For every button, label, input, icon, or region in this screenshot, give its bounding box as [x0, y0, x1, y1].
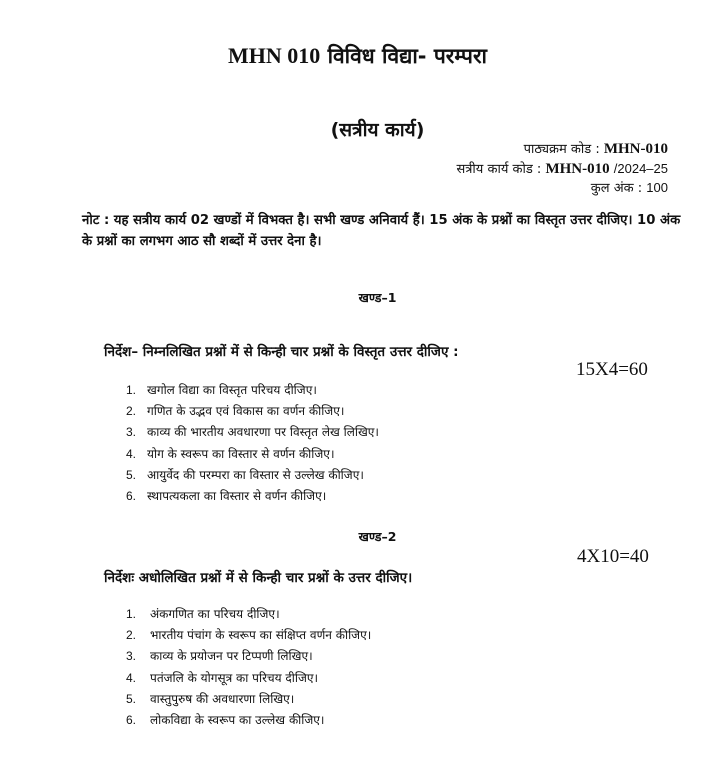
question-text: अंकगणित का परिचय दीजिए। — [150, 607, 280, 621]
question-text: लोकविद्या के स्वरूप का उल्लेख कीजिए। — [150, 712, 325, 727]
question-text: पतंजलि के योगसूत्र का परिचय दीजिए। — [150, 670, 319, 685]
question-text: खगोल विद्या का विस्तृत परिचय दीजिए। — [147, 383, 317, 397]
question-number: 2. — [126, 404, 137, 419]
section-1-marks: 15X4=60 — [576, 359, 648, 380]
assignment-code-value: MHN-010 — [545, 161, 610, 177]
question-number: 1. — [126, 607, 137, 621]
question-number: 6. — [126, 712, 137, 727]
section-1-questions — [126, 380, 379, 507]
course-code-value: MHN-010 — [603, 141, 668, 157]
question-text: काव्य के प्रयोजन पर टिप्पणी लिखिए। — [150, 649, 313, 664]
course-code-label: पाठ्यक्रम कोड : — [523, 142, 600, 157]
total-marks-value: 100 — [646, 180, 668, 195]
section-2-marks: 4X10=40 — [577, 546, 649, 567]
assignment-code-line — [456, 159, 668, 178]
course-code-heading: MHN 010 — [227, 43, 321, 68]
section-2-questions — [126, 604, 371, 731]
section-2-instruction: निर्देशः अधोलिखित प्रश्नों में से किन्ही चार प्रश्नों के उत्तर दीजिए। — [104, 570, 413, 586]
question-text: स्थापत्यकला का विस्तार से वर्णन कीजिए। — [147, 488, 327, 503]
list-item — [126, 710, 371, 731]
list-item — [126, 465, 379, 486]
question-number: 1. — [126, 383, 137, 397]
list-item — [126, 444, 379, 465]
question-text: वास्तुपुरुष की अवधारणा लिखिए। — [150, 691, 295, 706]
list-item — [126, 380, 379, 401]
total-marks-label: कुल अंक : — [590, 181, 643, 196]
list-item — [126, 486, 379, 507]
session-value: /2024–25 — [613, 161, 668, 176]
list-item — [126, 668, 371, 689]
question-text: भारतीय पंचांग के स्वरूप का संक्षिप्त वर्णन कीजिए। — [150, 628, 372, 643]
course-name-heading: विविध विद्या- परम्परा — [327, 44, 488, 68]
question-text: योग के स्वरूप का विस्तार से वर्णन कीजिए। — [147, 446, 335, 461]
section-1-instruction: निर्देश– निम्नलिखित प्रश्नों में से किन्ही चार प्रश्नों के विस्तृत उत्तर दीजिए : — [104, 344, 459, 360]
note-paragraph: नोट : यह सत्रीय कार्य 02 खण्डों में विभक्त है। सभी खण्ड अनिवार्य हैं। 15 अंक के प्रश्नों का विस्तृत उत्तर दीजिए। 10 अंक के प्रश्नों का लगभग आठ सौ शब्दों में उत्तर देना है। — [82, 213, 681, 249]
question-number: 3. — [126, 649, 137, 664]
list-item — [126, 401, 379, 422]
total-marks-line — [591, 178, 668, 196]
question-number: 5. — [126, 691, 137, 706]
list-item — [126, 604, 371, 625]
section-1-heading: खण्ड–1 — [358, 290, 397, 305]
assignment-subtitle: (सत्रीय कार्य) — [330, 119, 425, 141]
assignment-code-label: सत्रीय कार्य कोड : — [456, 162, 542, 177]
course-code-line — [524, 139, 668, 158]
question-number: 3. — [126, 425, 137, 440]
list-item — [126, 422, 379, 443]
document-title — [0, 42, 715, 70]
list-item — [126, 689, 371, 710]
question-number: 4. — [126, 446, 137, 461]
question-number: 6. — [126, 488, 137, 503]
question-number: 4. — [126, 670, 137, 685]
question-text: काव्य की भारतीय अवधारणा पर विस्तृत लेख लिखिए। — [147, 425, 379, 440]
question-number: 2. — [126, 628, 137, 643]
section-2-heading: खण्ड–2 — [358, 529, 397, 544]
question-number: 5. — [126, 467, 137, 482]
question-text: आयुर्वेद की परम्परा का विस्तार से उल्लेख कीजिए। — [147, 467, 364, 482]
question-text: गणित के उद्भव एवं विकास का वर्णन कीजिए। — [147, 404, 345, 419]
list-item — [126, 646, 371, 667]
list-item — [126, 625, 371, 646]
